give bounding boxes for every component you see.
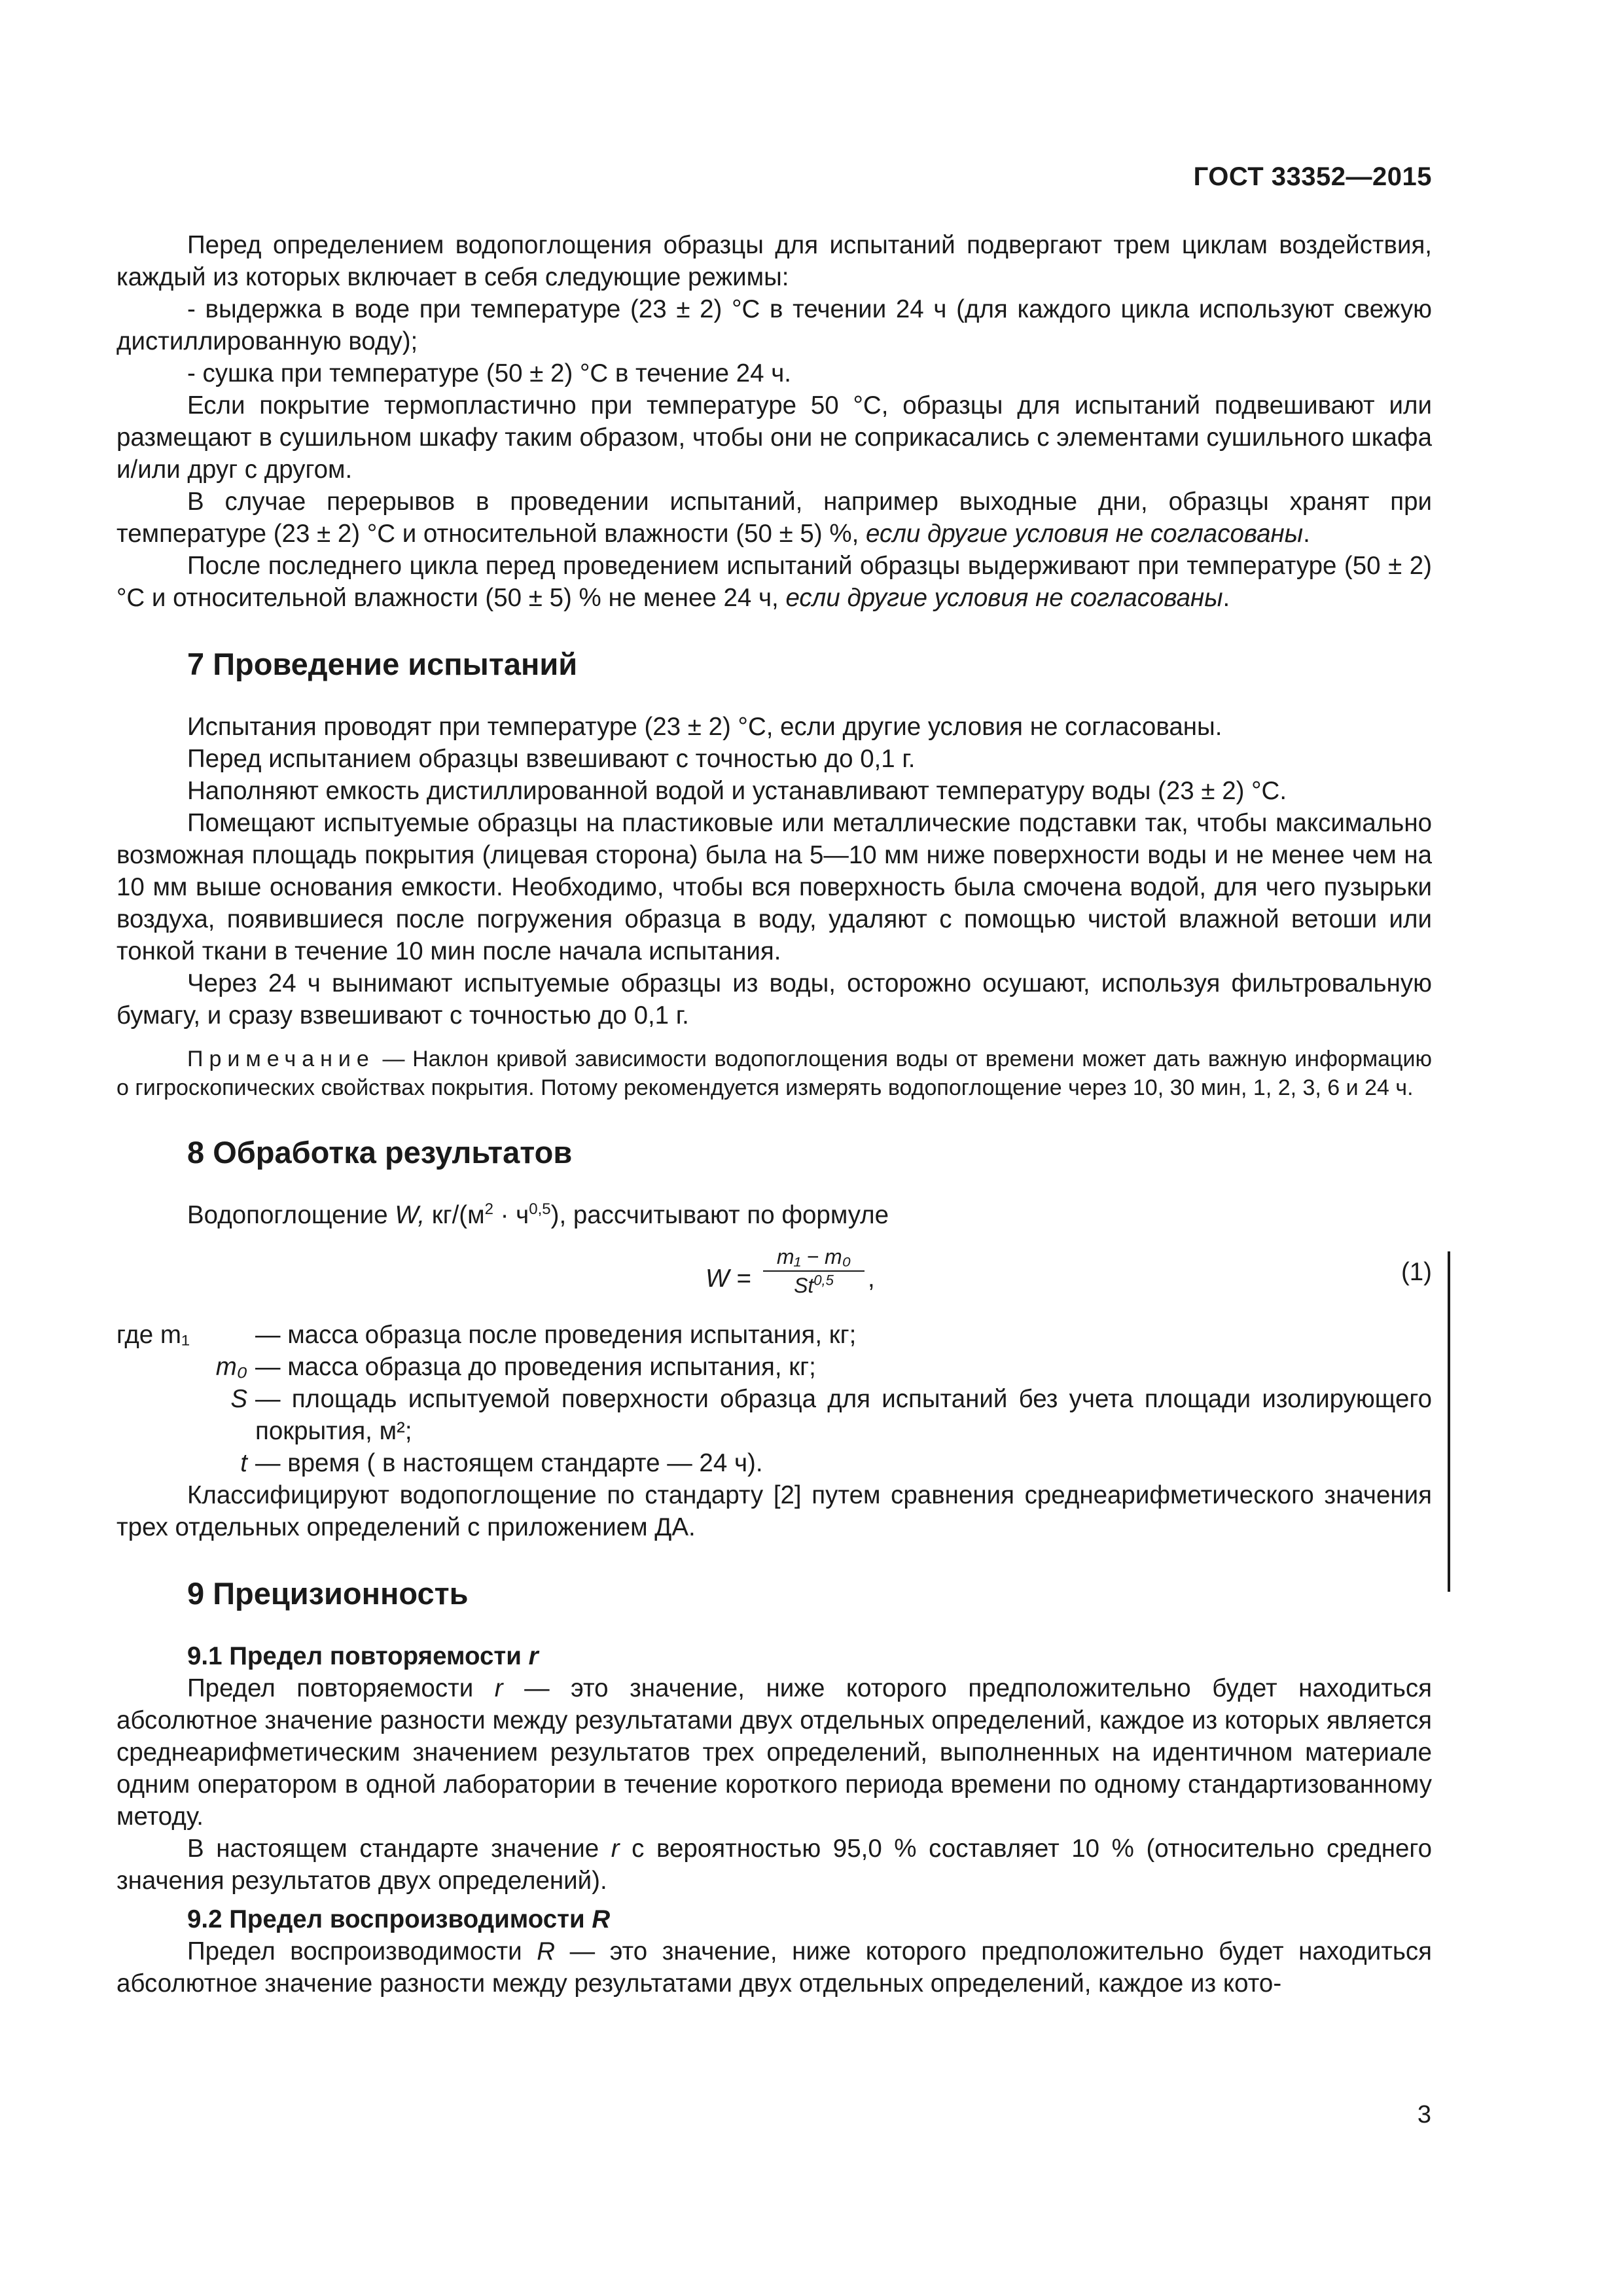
formula-denominator: St$^{0,5}$	[794, 1272, 834, 1297]
section-8-title: 8 Обработка результатов	[187, 1135, 573, 1170]
section-7-paragraph: Наполняют емкость дистиллированной водой и устанавливают температуру воды (23 ± 2) °С.	[187, 777, 1287, 805]
subsection-9-1-title: 9.1 Предел повторяемости r	[187, 1642, 539, 1670]
document-code: ГОСТ 33352—2015	[1193, 162, 1432, 191]
definition-s: S — площадь испытуемой поверхности образца для испытаний без учета площади изолирующего покрытия, м²;	[230, 1385, 1432, 1445]
section-7-paragraph: Через 24 ч вынимают испытуемые образцы из воды, осторожно осушают, используя фильтровальную бумагу, и сразу взвешивают с точностью до 0,1 г.	[116, 969, 1432, 1030]
italic-condition: если другие условия не согласованы	[785, 584, 1223, 612]
page-body	[116, 229, 1432, 2000]
formula-number: (1)	[1400, 1258, 1432, 1286]
section-7-paragraph: Перед испытанием образцы взвешивают с точностью до 0,1 г.	[187, 745, 916, 773]
section-8-intro: Водопоглощение W, $кг/(м^2 \cdot ч^{0,5})$, рассчитывают по формуле	[187, 1200, 889, 1229]
intro-paragraph-1: Перед определением водопоглощения образцы для испытаний подвергают трем циклам воздействия, каждый из которых включает в себя следующие режимы:	[116, 231, 1432, 291]
section-7-note	[116, 1045, 1432, 1102]
subsection-9-1-paragraph: В настоящем стандарте значение r с вероятностью 95,0 % составляет 10 % (относительно среднего значения результатов двух определений).	[116, 1835, 1432, 1895]
intro-paragraph-3: В случае перерывов в проведении испытаний, например выходные дни, образцы хранят при температуре (23 ± 2) °С и относительной влажности (50 ± 5) %, если другие условия не согласованы.	[116, 488, 1432, 548]
subsection-9-1-paragraph: Предел повторяемости r — это значение, ниже которого предположительно будет находиться абсолютное значение разности между результатами двух отдельных определений, каждое из которых является среднеарифметическим значением результатов трех определений, выполненных на идентичном материале одним оператором в одной лаборатории в течение короткого периода времени по одному стандартизованному методу.	[116, 1674, 1432, 1831]
note-text: — Наклон кривой зависимости водопоглощения воды от времени может дать важную информацию о гигроскопических свойствах покрытия. Потому рекомендуется измерять водопоглощение через 10, 30 мин, 1, 2, 3, 6 и 24 ч.	[116, 1047, 1432, 1100]
definition-m1: где m₁ — масса образца после проведения испытания, кг;	[116, 1321, 857, 1349]
formula-definitions	[116, 1319, 1432, 1479]
formula-body	[705, 1238, 902, 1310]
formula-comma: ,	[868, 1265, 875, 1293]
formula-lhs: W =	[705, 1265, 751, 1293]
section-7-paragraph: Испытания проводят при температуре (23 ± 2) °С, если другие условия не согласованы.	[187, 713, 1222, 741]
formula-numerator: m₁ − m₀	[763, 1244, 865, 1272]
revision-bar	[1448, 1251, 1450, 1592]
page-number: 3	[1417, 2101, 1431, 2128]
italic-condition: если другие условия не согласованы	[865, 520, 1304, 548]
section-7-title: 7 Проведение испытаний	[187, 647, 578, 681]
definition-m0: m₀ — масса образца до проведения испытания, кг;	[215, 1353, 816, 1381]
formula-fraction	[763, 1244, 865, 1299]
intro-paragraph-2: Если покрытие термопластично при температуре 50 °С, образцы для испытаний подвешивают или размещают в сушильном шкафу таким образом, чтобы они не соприкасались с элементами сушильного шкафа и/или друг с другом.	[116, 391, 1432, 484]
intro-list-item-2: - сушка при температуре (50 ± 2) °С в течение 24 ч.	[187, 359, 791, 387]
formula-1	[116, 1231, 1432, 1316]
intro-list-item-1: - выдержка в воде при температуре (23 ± 2) °С в течении 24 ч (для каждого цикла используют свежую дистиллированную воду);	[116, 295, 1432, 355]
section-8-closing: Классифицируют водопоглощение по стандарту [2] путем сравнения среднеарифметического значения трех отдельных определений с приложением ДА.	[116, 1481, 1432, 1541]
subsection-9-2-paragraph: Предел воспроизводимости R — это значение, ниже которого предположительно будет находиться абсолютное значение разности между результатами двух отдельных определений, каждое из кото-	[116, 1937, 1432, 1998]
definition-t: t — время ( в настоящем стандарте — 24 ч).	[240, 1449, 763, 1477]
section-9-title: 9 Прецизионность	[187, 1576, 469, 1611]
section-7-paragraph: Помещают испытуемые образцы на пластиковые или металлические подставки так, чтобы максимально возможная площадь покрытия (лицевая сторона) была на 5—10 мм ниже поверхности воды и не менее чем на 10 мм выше основания емкости. Необходимо, чтобы вся поверхность была смочена водой, для чего пузырьки воздуха, появившиеся после погружения образца в воду, удаляют с помощью чистой влажной ветоши или тонкой ткани в течение 10 мин после начала испытания.	[116, 809, 1432, 965]
intro-paragraph-4: После последнего цикла перед проведением испытаний образцы выдерживают при температуре (50 ± 2) °С и относительной влажности (50 ± 5) % не менее 24 ч, если другие условия не согласованы.	[116, 552, 1432, 612]
subsection-9-2-title: 9.2 Предел воспроизводимости R	[187, 1905, 611, 1933]
note-label: Примечание	[187, 1047, 375, 1071]
